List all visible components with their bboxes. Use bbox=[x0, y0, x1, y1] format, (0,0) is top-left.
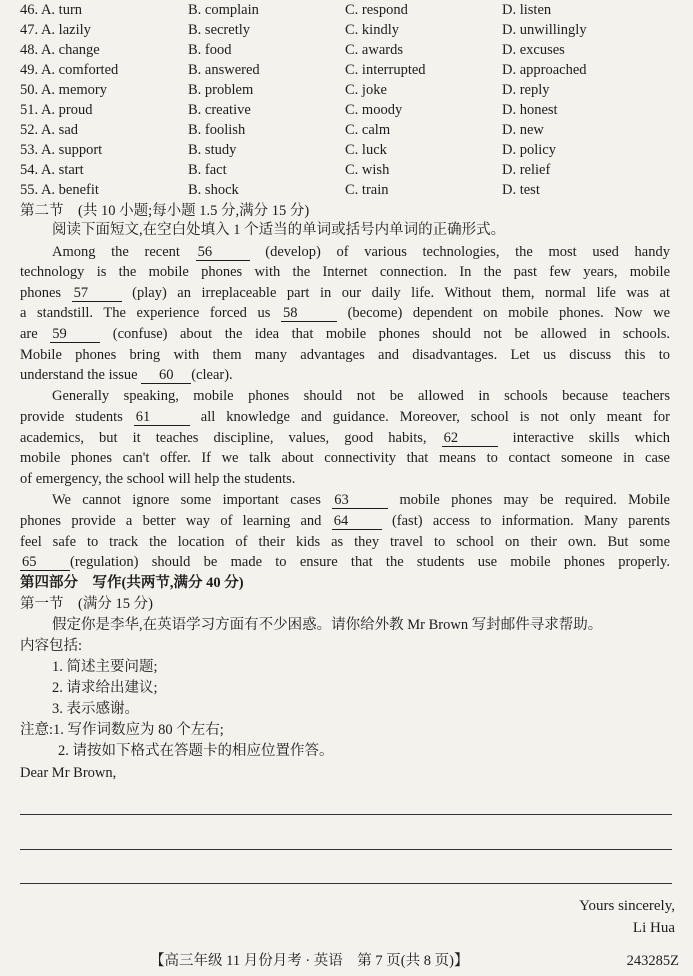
closing: Yours sincerely, bbox=[579, 898, 675, 914]
blank-57[interactable]: 57 bbox=[72, 285, 122, 302]
option-b: B. secretly bbox=[188, 22, 251, 38]
option-c: C. joke bbox=[345, 82, 387, 98]
option-a: 48. A. change bbox=[20, 42, 100, 58]
option-d: D. approached bbox=[502, 62, 587, 78]
option-b: B. complain bbox=[188, 2, 259, 18]
option-a: 49. A. comforted bbox=[20, 62, 119, 78]
signature: Li Hua bbox=[632, 920, 675, 936]
option-row-53 bbox=[20, 140, 680, 160]
passage-line: 65 (regulation) should be made to ensure that the students use mobile phones properly. bbox=[22, 554, 670, 570]
option-c: C. calm bbox=[345, 122, 391, 138]
option-d: D. reply bbox=[502, 82, 550, 98]
option-row-52 bbox=[20, 120, 680, 140]
blank-60[interactable]: 60 bbox=[141, 367, 191, 384]
note-1: 注意:1. 写作词数应为 80 个左右; bbox=[20, 722, 224, 738]
option-a: 52. A. sad bbox=[20, 122, 78, 138]
blank-61[interactable]: 61 bbox=[134, 409, 190, 426]
part4-heading: 第四部分 写作(共两节,满分 40 分) bbox=[20, 575, 244, 591]
option-a: 51. A. proud bbox=[20, 102, 93, 118]
option-c: C. interrupted bbox=[345, 62, 426, 78]
part4-subheading: 第一节 (满分 15 分) bbox=[20, 596, 153, 612]
option-d: D. excuses bbox=[502, 42, 565, 58]
option-b: B. study bbox=[188, 142, 237, 158]
option-d: D. relief bbox=[502, 162, 551, 178]
option-a: 47. A. lazily bbox=[20, 22, 91, 38]
content-point: 2. 请求给出建议; bbox=[52, 680, 158, 696]
passage-line: understand the issue 60 (clear). bbox=[20, 367, 233, 383]
option-d: D. new bbox=[502, 122, 544, 138]
passage-line: phones provide a better way of learning and 64 (fast) access to information. Many parents bbox=[20, 513, 671, 529]
content-label: 内容包括: bbox=[20, 638, 83, 654]
section2-heading: 第二节 (共 10 小题;每小题 1.5 分,满分 15 分) bbox=[20, 203, 310, 219]
option-row-46 bbox=[20, 0, 680, 20]
writing-line[interactable] bbox=[20, 814, 672, 815]
option-c: C. kindly bbox=[345, 22, 399, 38]
option-b: B. food bbox=[188, 42, 232, 58]
option-c: C. wish bbox=[345, 162, 390, 178]
option-c: C. train bbox=[345, 182, 389, 198]
passage-line: feel safe to track the location of their kids as they travel to school on their own. But some bbox=[20, 534, 670, 550]
option-a: 53. A. support bbox=[20, 142, 103, 158]
blank-56[interactable]: 56 bbox=[196, 244, 250, 261]
option-row-48 bbox=[20, 40, 680, 60]
options-grid bbox=[20, 0, 680, 200]
blank-64[interactable]: 64 bbox=[332, 513, 382, 530]
option-row-50 bbox=[20, 80, 680, 100]
passage-line: are 59 (confuse) about the idea that mobile phones should not be allowed in schools. bbox=[20, 326, 670, 342]
option-c: C. respond bbox=[345, 2, 408, 18]
passage-line: a standstill. The experience forced us 58 (become) dependent on mobile phones. Now we bbox=[20, 305, 671, 321]
passage-line: We cannot ignore some important cases 63 mobile phones may be required. Mobile bbox=[52, 492, 670, 508]
writing-line[interactable] bbox=[20, 883, 672, 884]
option-b: B. foolish bbox=[188, 122, 246, 138]
option-c: C. moody bbox=[345, 102, 403, 118]
option-c: C. awards bbox=[345, 42, 403, 58]
writing-prompt: 假定你是李华,在英语学习方面有不少困惑。请你给外教 Mr Brown 写封邮件寻求帮助。 bbox=[52, 617, 603, 633]
passage-line: mobile phones can't offer. If we talk about connectivity that means to contact someone in case bbox=[20, 450, 670, 466]
option-row-47 bbox=[20, 20, 680, 40]
page-footer: 【高三年级 11 月份月考 · 英语 第 7 页(共 8 页)】 bbox=[150, 953, 469, 969]
option-a: 50. A. memory bbox=[20, 82, 107, 98]
option-row-49 bbox=[20, 60, 680, 80]
option-d: D. test bbox=[502, 182, 540, 198]
passage-line: Among the recent 56 (develop) of various technologies, the most used handy bbox=[52, 244, 670, 260]
passage-line: phones 57 (play) an irreplaceable part in our daily life. Without them, normal life was at bbox=[20, 285, 670, 301]
passage-line: academics, but it teaches discipline, values, good habits, 62 interactive skills which bbox=[20, 430, 671, 446]
option-d: D. policy bbox=[502, 142, 556, 158]
option-d: D. unwillingly bbox=[502, 22, 587, 38]
option-d: D. listen bbox=[502, 2, 552, 18]
option-a: 54. A. start bbox=[20, 162, 84, 178]
blank-62[interactable]: 62 bbox=[442, 430, 498, 447]
content-point: 1. 简述主要问题; bbox=[52, 659, 158, 675]
passage-line: of emergency, the school will help the students. bbox=[20, 471, 296, 487]
option-b: B. problem bbox=[188, 82, 254, 98]
blank-63[interactable]: 63 bbox=[332, 492, 388, 509]
option-row-51 bbox=[20, 100, 680, 120]
blank-58[interactable]: 58 bbox=[281, 305, 337, 322]
passage-line: technology is the mobile phones with the Internet connection. In the past few years, mobile bbox=[20, 264, 670, 280]
option-d: D. honest bbox=[502, 102, 558, 118]
exam-code: 243285Z bbox=[626, 953, 679, 969]
option-a: 55. A. benefit bbox=[20, 182, 99, 198]
passage-line: provide students 61 all knowledge and guidance. Moreover, school is not only meant for bbox=[20, 409, 670, 425]
option-row-55 bbox=[20, 180, 680, 200]
note-2: 2. 请按如下格式在答题卡的相应位置作答。 bbox=[58, 743, 334, 759]
salutation: Dear Mr Brown, bbox=[20, 765, 117, 781]
passage-line: Generally speaking, mobile phones should not be allowed in schools because teachers bbox=[52, 388, 670, 404]
writing-line[interactable] bbox=[20, 849, 672, 850]
option-b: B. shock bbox=[188, 182, 239, 198]
section2-instruction: 阅读下面短文,在空白处填入 1 个适当的单词或括号内单词的正确形式。 bbox=[52, 222, 506, 238]
passage-line: Mobile phones bring with them many advantages and disadvantages. Let us discuss this to bbox=[20, 347, 670, 363]
option-b: B. answered bbox=[188, 62, 260, 78]
blank-59[interactable]: 59 bbox=[50, 326, 100, 343]
option-b: B. creative bbox=[188, 102, 251, 118]
option-a: 46. A. turn bbox=[20, 2, 83, 18]
option-b: B. fact bbox=[188, 162, 227, 178]
option-c: C. luck bbox=[345, 142, 387, 158]
blank-65[interactable]: 65 bbox=[20, 554, 70, 571]
content-point: 3. 表示感谢。 bbox=[52, 701, 139, 717]
option-row-54 bbox=[20, 160, 680, 180]
